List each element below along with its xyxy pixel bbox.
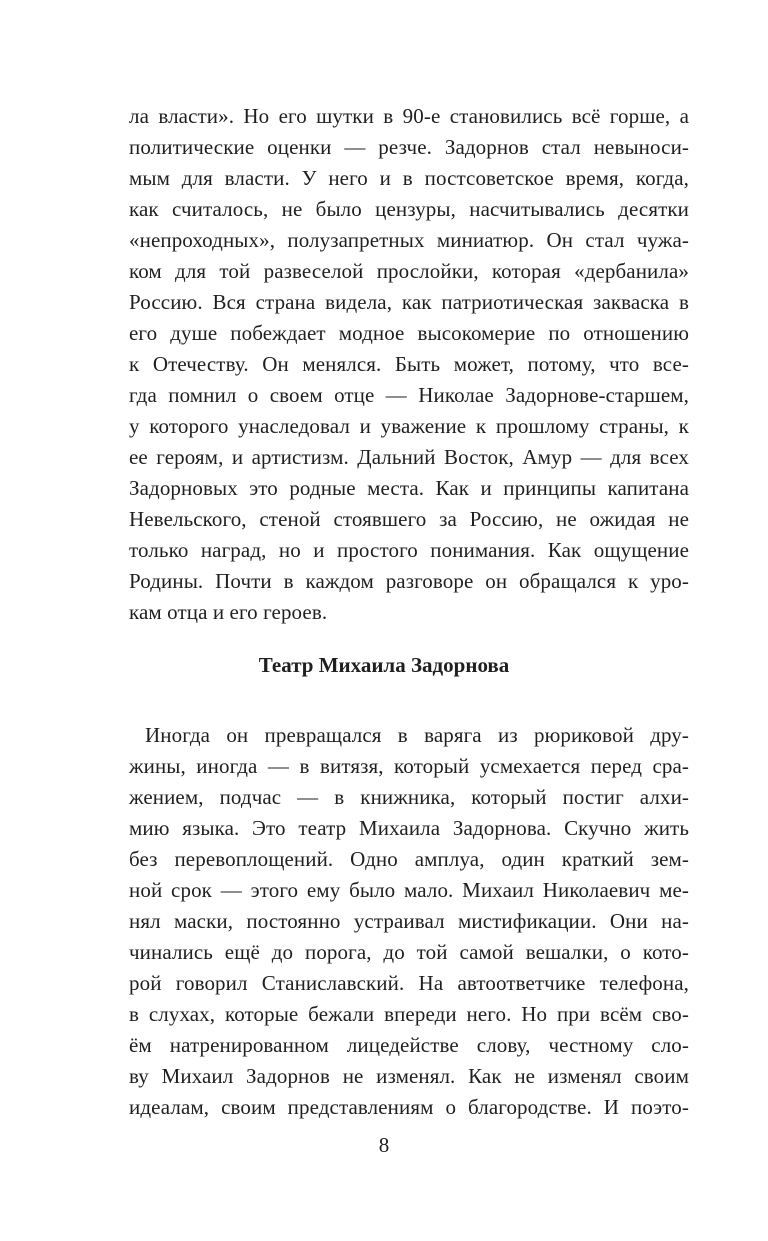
text-line: к Отечеству. Он менялся. Быть может, потому, что все- (129, 352, 689, 376)
text-line: без перевоплощений. Одно амплуа, один краткий зем- (129, 847, 689, 871)
text-line: Родины. Почти в каждом разговоре он обращался к уро- (129, 569, 689, 593)
text-line: гда помнил о своем отце — Николае Задорнове-старшем, (129, 383, 689, 407)
text-line: мым для власти. У него и в постсоветское время, когда, (129, 166, 689, 190)
text-line: мию языка. Это театр Михаила Задорнова. Скучно жить (129, 816, 689, 840)
section-heading: Театр Михаила Задорнова (258, 653, 510, 677)
text-line: как считалось, не было цензуры, насчитывались десятки (129, 197, 689, 221)
text-line: жины, иногда — в витязя, который усмехается перед сра- (129, 754, 689, 778)
text-line: нял маски, постоянно устраивал мистификации. Они на- (129, 909, 689, 933)
text-line: ной срок — этого ему было мало. Михаил Николаевич ме- (129, 878, 689, 902)
text-line: только наград, но и простого понимания. Как ощущение (129, 538, 689, 562)
page-number: 8 (378, 1133, 390, 1157)
text-line: у которого унаследовал и уважение к прошлому страны, к (129, 414, 689, 438)
text-line: «непроходных», полузапретных миниатюр. Он стал чужа- (129, 228, 689, 252)
text-line: политические оценки — резче. Задорнов стал невыноси- (129, 135, 689, 159)
text-line: Иногда он превращался в варяга из рюриковой дру- (145, 723, 689, 747)
text-line: ём натренированном лицедействе слову, честному сло- (129, 1033, 689, 1057)
text-line: ее героям, и артистизм. Дальний Восток, Амур — для всех (129, 445, 689, 469)
text-line: Россию. Вся страна видела, как патриотическая закваска в (129, 290, 689, 314)
text-line: Невельского, стеной стоявшего за Россию, не ожидая не (129, 507, 689, 531)
text-line: жением, подчас — в книжника, который постиг алхи- (129, 785, 689, 809)
text-line: ла власти». Но его шутки в 90-е становились всё горше, а (129, 104, 689, 128)
text-line: ву Михаил Задорнов не изменял. Как не изменял своим (129, 1064, 689, 1088)
text-line: чинались ещё до порога, до той самой вешалки, о кото- (129, 940, 689, 964)
text-line: Задорновых это родные места. Как и принципы капитана (129, 476, 689, 500)
text-line: в слухах, которые бежали впереди него. Но при всём сво- (129, 1002, 689, 1026)
text-line: кам отца и его героев. (129, 600, 328, 624)
text-line: идеалам, своим представлениям о благородстве. И поэто- (129, 1095, 689, 1119)
text-line: ком для той развеселой прослойки, которая «дербанила» (129, 259, 689, 283)
text-line: рой говорил Станиславский. На автоответчике телефона, (129, 971, 689, 995)
text-line: его душе побеждает модное высокомерие по отношению (129, 321, 689, 345)
